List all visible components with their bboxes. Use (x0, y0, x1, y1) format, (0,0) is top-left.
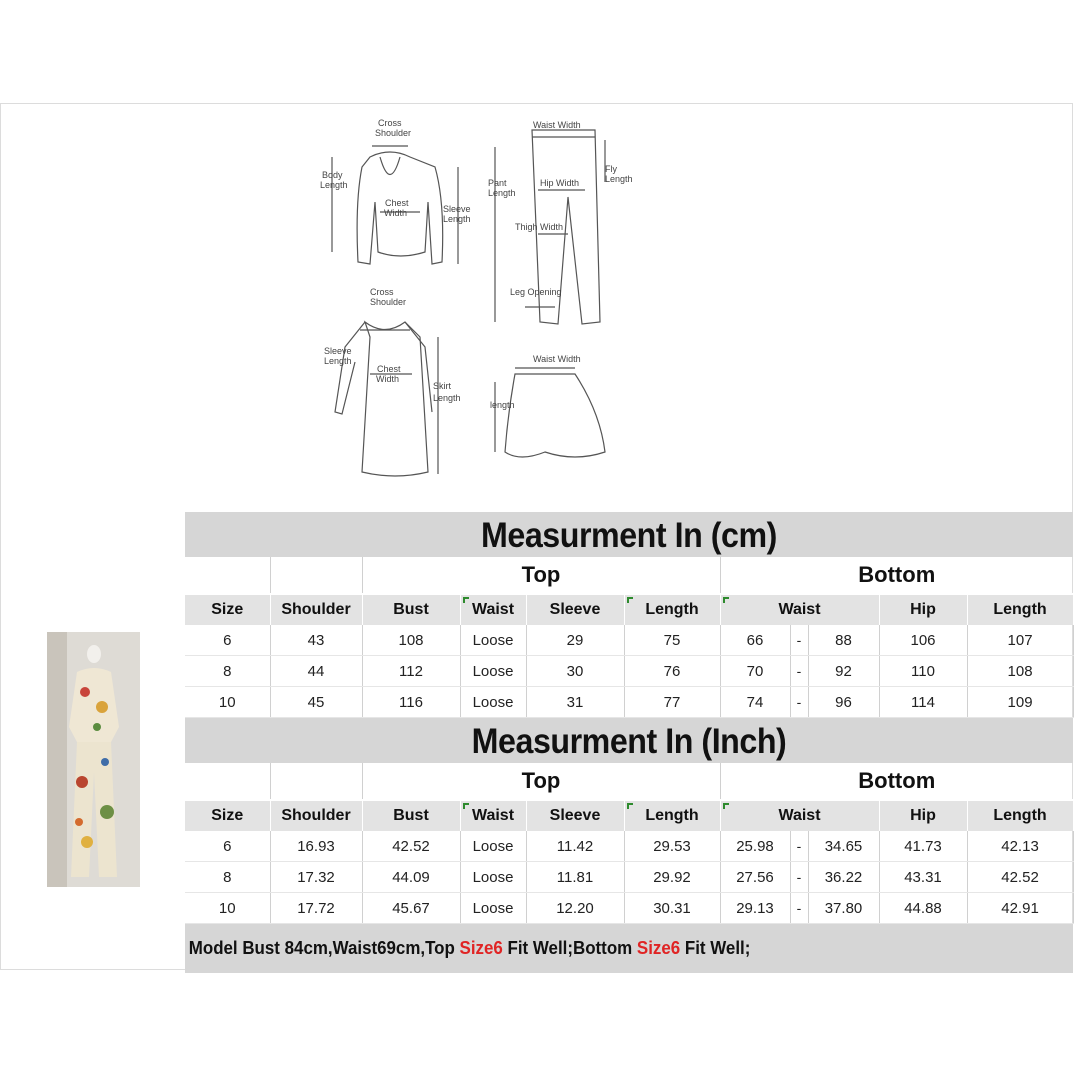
table-row (185, 831, 1073, 862)
cell: 29.13 (720, 893, 790, 924)
header-size: Size (185, 594, 270, 625)
cell-size: 10 (185, 687, 270, 718)
svg-text:Sleeve: Sleeve (324, 346, 352, 356)
cell: 108 (362, 625, 460, 656)
cell: Loose (460, 831, 526, 862)
svg-text:Length: Length (488, 188, 516, 198)
table-row (185, 687, 1073, 718)
svg-text:Skirt: Skirt (433, 381, 451, 391)
table-row (185, 862, 1073, 893)
svg-text:Waist Width: Waist Width (533, 120, 581, 130)
cell: 36.22 (808, 862, 879, 893)
size-tables (185, 512, 1073, 973)
cell: 77 (624, 687, 720, 718)
cell-dash: - (790, 625, 808, 656)
model-note-text: Fit Well;Bottom (502, 938, 637, 958)
cm-group-bottom: Bottom (720, 557, 1073, 594)
model-note (185, 924, 1072, 973)
cell: 42.13 (967, 831, 1073, 862)
svg-text:Width: Width (376, 374, 400, 384)
cell: 92 (808, 656, 879, 687)
cell-dash: - (790, 862, 808, 893)
label-cross-shoulder-1: Cross (378, 118, 402, 128)
cell: 110 (879, 656, 967, 687)
cell: 114 (879, 687, 967, 718)
header-bust: Bust (362, 594, 460, 625)
svg-text:Cross: Cross (370, 287, 394, 297)
svg-text:Leg Opening: Leg Opening (510, 287, 562, 297)
cell: 108 (967, 656, 1073, 687)
cell: 17.32 (270, 862, 362, 893)
header-bottom-length: Length (967, 800, 1073, 831)
header-size: Size (185, 800, 270, 831)
cell: 34.65 (808, 831, 879, 862)
table-row (185, 893, 1073, 924)
svg-text:Chest: Chest (385, 198, 409, 208)
cell: 76 (624, 656, 720, 687)
cell: 41.73 (879, 831, 967, 862)
cell: 30.31 (624, 893, 720, 924)
svg-text:Fly: Fly (605, 164, 617, 174)
cell: 45 (270, 687, 362, 718)
header-waist: Waist (460, 594, 526, 625)
svg-text:Sleeve: Sleeve (443, 204, 471, 214)
svg-text:Width: Width (384, 208, 408, 218)
model-note-band (185, 924, 1073, 973)
cell: 116 (362, 687, 460, 718)
svg-text:Pant: Pant (488, 178, 507, 188)
cm-header-row (185, 594, 1073, 625)
cell: 107 (967, 625, 1073, 656)
cell-size: 10 (185, 893, 270, 924)
inch-group-row (185, 763, 1073, 800)
dress-outline (362, 322, 428, 476)
cm-table (185, 557, 1074, 718)
cell: 44 (270, 656, 362, 687)
svg-text:Chest: Chest (377, 364, 401, 374)
header-shoulder: Shoulder (270, 800, 362, 831)
cell: 29.92 (624, 862, 720, 893)
cell: 75 (624, 625, 720, 656)
cell: 88 (808, 625, 879, 656)
model-note-text: Model Bust 84cm,Waist69cm,Top (188, 938, 460, 958)
inch-title: Measurment In (Inch) (221, 718, 1038, 763)
garment-diagram-svg (300, 112, 660, 482)
cell: 11.81 (526, 862, 624, 893)
cell: 109 (967, 687, 1073, 718)
cell: 29 (526, 625, 624, 656)
cell-size: 8 (185, 656, 270, 687)
header-shoulder: Shoulder (270, 594, 362, 625)
header-bottom-waist: Waist (720, 800, 879, 831)
cm-title: Measurment In (cm) (221, 512, 1038, 557)
cell: 16.93 (270, 831, 362, 862)
inch-table (185, 763, 1074, 924)
cell: 42.52 (967, 862, 1073, 893)
header-bottom-length: Length (967, 594, 1073, 625)
inch-title-band (185, 718, 1073, 763)
svg-text:length: length (490, 400, 515, 410)
cell: Loose (460, 687, 526, 718)
cell-size: 8 (185, 862, 270, 893)
header-sleeve: Sleeve (526, 594, 624, 625)
top-neck (380, 157, 400, 175)
svg-text:Waist Width: Waist Width (533, 354, 581, 364)
model-figure (47, 632, 140, 887)
header-length: Length (624, 594, 720, 625)
header-sleeve: Sleeve (526, 800, 624, 831)
cell: 43.31 (879, 862, 967, 893)
cell: 43 (270, 625, 362, 656)
cell-dash: - (790, 687, 808, 718)
header-bust: Bust (362, 800, 460, 831)
inch-header-row (185, 800, 1073, 831)
cell-dash: - (790, 656, 808, 687)
table-row (185, 625, 1073, 656)
header-hip: Hip (879, 800, 967, 831)
cell: 31 (526, 687, 624, 718)
cell: 42.91 (967, 893, 1073, 924)
cell: 70 (720, 656, 790, 687)
svg-text:Length: Length (324, 356, 352, 366)
svg-text:Length: Length (443, 214, 471, 224)
header-waist: Waist (460, 800, 526, 831)
cell-size: 6 (185, 625, 270, 656)
cell: Loose (460, 893, 526, 924)
svg-text:Hip Width: Hip Width (540, 178, 580, 188)
cell: 37.80 (808, 893, 879, 924)
model-note-text: Fit Well; (680, 938, 751, 958)
cell: 25.98 (720, 831, 790, 862)
cell: 44.09 (362, 862, 460, 893)
svg-text:Length: Length (433, 393, 461, 403)
table-row (185, 656, 1073, 687)
skirt-outline (505, 374, 605, 457)
garment-diagram (300, 112, 660, 482)
svg-text:Shoulder: Shoulder (375, 128, 412, 138)
svg-text:Body: Body (322, 170, 343, 180)
header-length: Length (624, 800, 720, 831)
cell: 30 (526, 656, 624, 687)
cell: Loose (460, 625, 526, 656)
cell-dash: - (790, 893, 808, 924)
cell: 29.53 (624, 831, 720, 862)
svg-text:Shoulder: Shoulder (370, 297, 407, 307)
cell: 17.72 (270, 893, 362, 924)
product-photo (47, 632, 140, 887)
svg-text:Length: Length (605, 174, 633, 184)
header-bottom-waist: Waist (720, 594, 879, 625)
cell: 66 (720, 625, 790, 656)
svg-text:Thigh Width: Thigh Width (515, 222, 564, 232)
cm-group-top: Top (362, 557, 720, 594)
cell: 106 (879, 625, 967, 656)
cell: Loose (460, 656, 526, 687)
inch-group-top: Top (362, 763, 720, 800)
header-hip: Hip (879, 594, 967, 625)
cell-dash: - (790, 831, 808, 862)
cm-group-row (185, 557, 1073, 594)
cell-size: 6 (185, 831, 270, 862)
model-note-bottom-size: Size6 (636, 938, 681, 958)
cell: 44.88 (879, 893, 967, 924)
cell: 42.52 (362, 831, 460, 862)
inch-group-bottom: Bottom (720, 763, 1073, 800)
model-note-top-size: Size6 (459, 938, 503, 958)
cell: 45.67 (362, 893, 460, 924)
cell: 27.56 (720, 862, 790, 893)
cell: 12.20 (526, 893, 624, 924)
cm-title-band (185, 512, 1073, 557)
svg-text:Length: Length (320, 180, 348, 190)
cell: 11.42 (526, 831, 624, 862)
cell: 112 (362, 656, 460, 687)
cell: 96 (808, 687, 879, 718)
cell: Loose (460, 862, 526, 893)
cell: 74 (720, 687, 790, 718)
